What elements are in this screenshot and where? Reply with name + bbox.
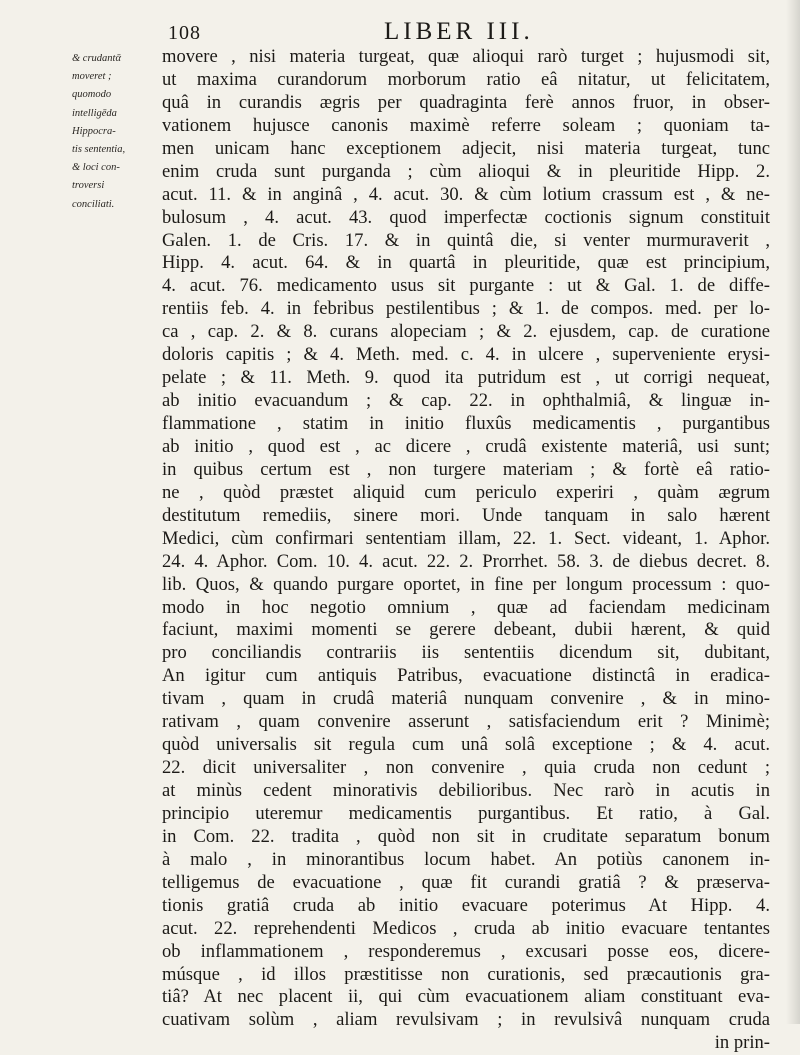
margin-note-line: & loci con- (72, 162, 120, 174)
text-line: rativam , quam convenire asserunt , satisfaciendum erit ? Minimè; (162, 711, 770, 733)
text-line: at minùs cedent minorativis debilioribus. Nec rarò in acutis in (162, 780, 770, 801)
text-line: cuativam solùm , aliam revulsivam ; in revulsivâ nunquam cruda (162, 1009, 770, 1031)
text-line: bulosum , 4. acut. 43. quod imperfectæ coctionis signum constituit (162, 206, 770, 228)
body-text (162, 46, 770, 1055)
margin-note-line: conciliati. (72, 198, 115, 210)
margin-note-line: troversi (72, 180, 105, 192)
running-title: LIBER III. (384, 18, 534, 45)
margin-note (72, 50, 154, 214)
margin-note-line: moveret ; (72, 71, 112, 83)
page-number: 108 (168, 22, 201, 44)
text-line: músque , id illos præstitisse non curationis, sed præcautionis gra- (162, 963, 770, 985)
text-line: tiâ? At nec placent ii, qui cùm evacuationem aliam constituant eva- (162, 986, 770, 1008)
text-line: vationem hujusce canonis maximè referre soleam ; quoniam ta- (162, 114, 770, 136)
text-line: Medici, cùm confirmari sententiam illam, 22. 1. Sect. videant, 1. Aphor. (162, 527, 770, 549)
text-line: in Com. 22. tradita , quòd non sit in cruditate separatum bonum (162, 825, 770, 847)
text-line: ca , cap. 2. & 8. curans alopeciam ; & 2. ejusdem, cap. de curatione (162, 321, 770, 343)
text-line: principio uteremur medicamentis purgantibus. Et ratio, à Gal. (162, 802, 770, 824)
text-line: in prin- (714, 1032, 770, 1054)
margin-note-line: quomodo (72, 89, 112, 101)
margin-note-line: Hippocra- (72, 125, 116, 137)
text-line: movere , nisi materia turgeat, quæ alioqui rarò turget ; hujusmodi sit, (162, 46, 770, 67)
text-line: ob inflammationem , responderemus , excusari posse eos, dicere- (162, 940, 770, 962)
text-line: tivam , quam in crudâ materiâ nunquam convenire , & in mino- (162, 688, 770, 710)
text-line: acut. 11. & in anginâ , 4. acut. 30. & cùm lotium crassum est , & ne- (162, 183, 770, 205)
margin-note-line: intelligēda (72, 107, 117, 119)
text-line: 24. 4. Aphor. Com. 10. 4. acut. 22. 2. Prorrhet. 58. 3. de diebus decret. 8. (162, 550, 770, 572)
text-line: ab initio evacuandum ; & cap. 22. in ophthalmiâ, & linguæ in- (162, 390, 770, 412)
text-line: 4. acut. 76. medicamento usus sit purgante : ut & Gal. 1. de diffe- (162, 275, 770, 297)
text-line: pelate ; & 11. Meth. 9. quod ita putridum est , ut corrigi nequeat, (162, 367, 770, 389)
text-line: ab initio , quod est , ac dicere , crudâ existente materiâ, usi sunt; (162, 435, 770, 457)
text-line: flammatione , statim in initio fluxûs medicamentis , purgantibus (162, 413, 770, 434)
text-line: telligemus de evacuatione , quæ fit curandi gratiâ ? & præserva- (162, 871, 770, 893)
text-line: tionis gratiâ cruda ab initio evacuare poterimus At Hipp. 4. (162, 894, 770, 916)
text-line: rentiis feb. 4. in febribus pestilentibus ; & 1. de compos. med. per lo- (162, 298, 770, 320)
text-line: Galen. 1. de Cris. 17. & in quintâ die, si venter murmuraverit , (162, 229, 770, 251)
page-edge-shadow (786, 0, 800, 1024)
text-line: ut maxima curandorum morborum ratio eâ nitatur, ut felicitatem, (162, 68, 770, 90)
text-line: quòd universalis sit regula cum unâ solâ exceptione ; & 4. acut. (162, 734, 770, 756)
text-line: men unicam hanc exceptionem adjecit, nisi materia turgeat, tunc (162, 137, 770, 159)
text-line: An igitur cum antiquis Patribus, evacuatione distinctâ in eradica- (162, 665, 770, 687)
margin-note-line: & crudantᾱ (72, 53, 121, 64)
text-line: ne , quòd præstet aliquid cum periculo experiri , quàm ægrum (162, 481, 770, 503)
text-line: 22. dicit universaliter , non convenire , quia cruda non cedunt ; (162, 757, 770, 779)
text-line: destitutum remediis, sinere mori. Unde tanquam in salo hærent (162, 504, 770, 526)
text-line: in quibus certum est , non turgere materiam ; & fortè eâ ratio- (162, 458, 770, 480)
text-line: pro conciliandis contrariis iis sententiis dicendum sit, dubitant, (162, 642, 770, 664)
text-line: Hipp. 4. acut. 64. & in quartâ in pleuritide, quæ est principium, (162, 252, 770, 274)
margin-note-line: tis sententia, (72, 144, 126, 156)
text-line: quâ in curandis ægris per quadraginta ferè annos fruor, in obser- (162, 91, 770, 113)
text-line: doloris capitis ; & 4. Meth. med. c. 4. in ulcere , superveniente erysi- (162, 344, 770, 366)
text-line: enim cruda sunt purganda ; cùm alioqui & in pleuritide Hipp. 2. (162, 160, 770, 182)
text-line: faciunt, maximi momenti se gerere debeant, dubii hærent, & quid (162, 619, 770, 641)
text-line: à malo , in minorantibus locum habet. An potiùs canonem in- (162, 848, 770, 870)
text-line: modo in hoc negotio omnium , quæ ad faciendam medicinam (162, 596, 770, 618)
text-line: acut. 22. reprehendenti Medicos , cruda ab initio evacuare tentantes (162, 917, 770, 939)
text-line: lib. Quos, & quando purgare oportet, in fine per longum processum : quo- (162, 573, 770, 595)
